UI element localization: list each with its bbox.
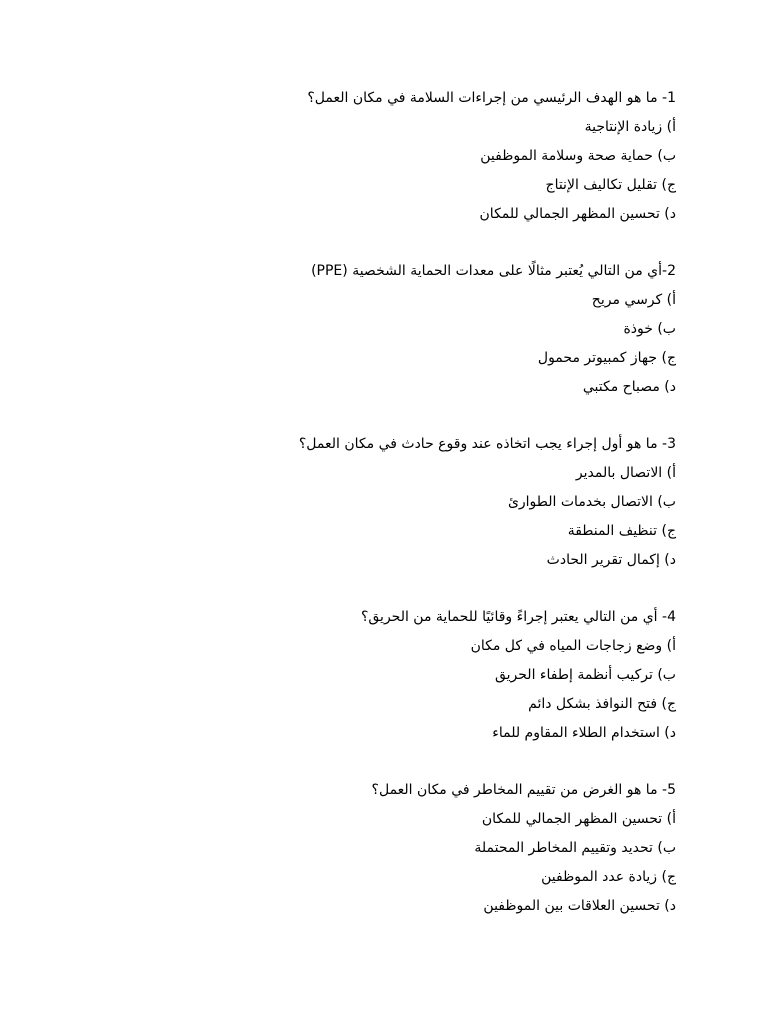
- question-2: [216, 257, 676, 402]
- option-a: أ) كرسي مريح: [591, 292, 676, 308]
- option-c: ج) جهاز كمبيوتر محمول: [537, 350, 676, 366]
- question-4: [216, 603, 676, 748]
- option-d: د) إكمال تقرير الحادث: [546, 552, 676, 568]
- option-c: ج) فتح النوافذ بشكل دائم: [528, 696, 676, 712]
- option-a: أ) الاتصال بالمدير: [575, 465, 676, 481]
- option-b: ب) الاتصال بخدمات الطوارئ: [507, 494, 676, 510]
- question-3: [216, 430, 676, 575]
- option-a: أ) وضع زجاجات المياه في كل مكان: [470, 638, 676, 654]
- option-b: ب) تحديد وتقييم المخاطر المحتملة: [474, 840, 676, 856]
- quiz-document: [216, 84, 676, 949]
- option-d: د) تحسين العلاقات بين الموظفين: [483, 898, 676, 914]
- option-d: د) استخدام الطلاء المقاوم للماء: [492, 725, 676, 741]
- option-a: أ) تحسين المظهر الجمالي للمكان: [481, 811, 676, 827]
- question-1: [216, 84, 676, 229]
- option-d: د) تحسين المظهر الجمالي للمكان: [479, 206, 676, 222]
- option-b: ب) حماية صحة وسلامة الموظفين: [480, 148, 676, 164]
- question-text: 2-أي من التالي يُعتبر مثالًا على معدات الحماية الشخصية (PPE): [311, 263, 676, 279]
- option-d: د) مصباح مكتبي: [582, 379, 676, 395]
- option-c: ج) زيادة عدد الموظفين: [541, 869, 676, 885]
- option-a: أ) زيادة الإنتاجية: [584, 119, 676, 135]
- option-b: ب) خوذة: [623, 321, 676, 337]
- option-c: ج) تنظيف المنطقة: [567, 523, 676, 539]
- question-text: 3- ما هو أول إجراء يجب اتخاذه عند وقوع حادث في مكان العمل؟: [298, 436, 676, 452]
- question-text: 1- ما هو الهدف الرئيسي من إجراءات السلامة في مكان العمل؟: [307, 90, 676, 106]
- question-text: 4- أي من التالي يعتبر إجراءً وقائيًا للحماية من الحريق؟: [360, 609, 676, 625]
- question-5: [216, 776, 676, 921]
- option-b: ب) تركيب أنظمة إطفاء الحريق: [494, 667, 676, 683]
- question-text: 5- ما هو الغرض من تقييم المخاطر في مكان العمل؟: [371, 782, 676, 798]
- option-c: ج) تقليل تكاليف الإنتاج: [545, 177, 676, 193]
